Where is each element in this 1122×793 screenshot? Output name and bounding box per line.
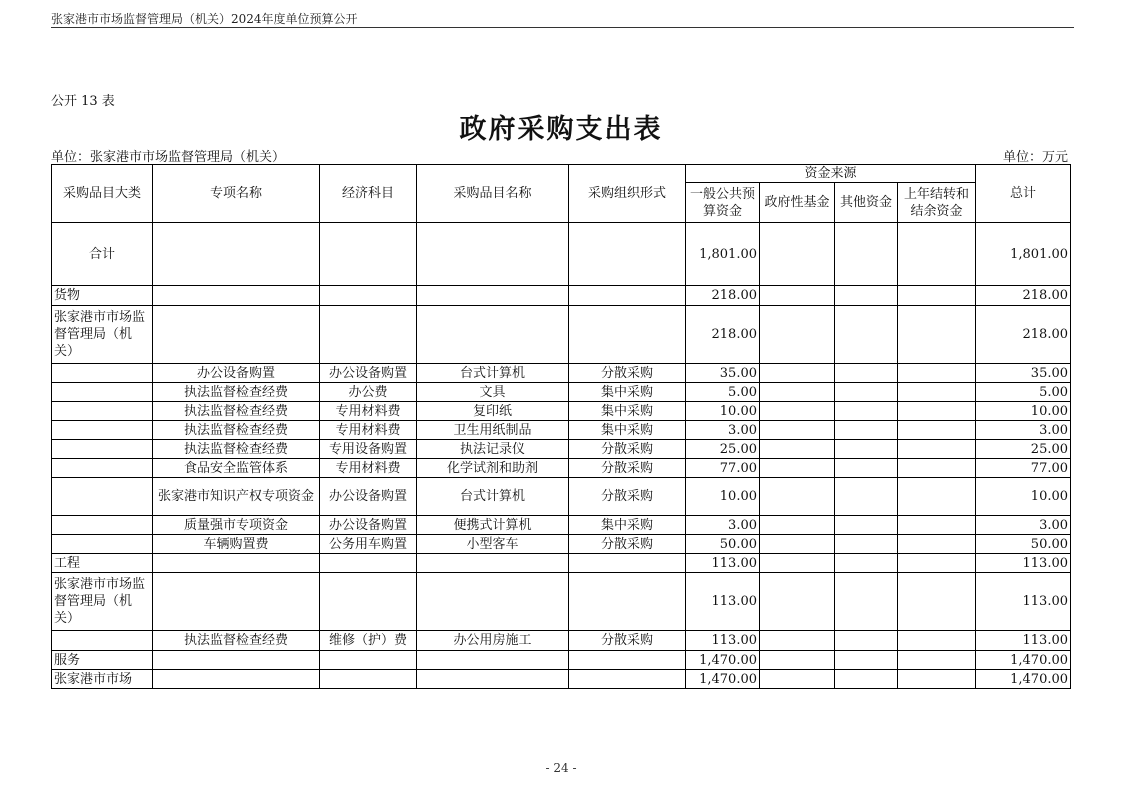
running-header: 张家港市市场监督管理局（机关）2024年度单位预算公开	[51, 12, 358, 26]
cell-item: 卫生用纸制品	[417, 421, 569, 440]
cell-general-budget: 10.00	[686, 402, 760, 421]
cell-total: 77.00	[976, 459, 1071, 478]
table-row-works-org	[52, 573, 1071, 631]
cell-project: 执法监督检查经费	[153, 631, 320, 651]
header-total: 总计	[976, 165, 1071, 223]
cell-form: 分散采购	[569, 535, 686, 554]
cell-total: 3.00	[976, 421, 1071, 440]
header-carryover: 上年结转和结余资金	[898, 183, 976, 223]
table-row-services	[52, 651, 1071, 670]
cell-general-budget: 10.00	[686, 478, 760, 516]
cell-category: 张家港市市场监督管理局（机关）	[52, 573, 153, 631]
cell-econ: 专用材料费	[320, 459, 417, 478]
cell-item: 办公用房施工	[417, 631, 569, 651]
cell-general-budget: 77.00	[686, 459, 760, 478]
table-row	[52, 440, 1071, 459]
cell-general-budget: 5.00	[686, 383, 760, 402]
header-project: 专项名称	[153, 165, 320, 223]
cell-general-budget: 1,470.00	[686, 651, 760, 670]
cell-category: 货物	[52, 286, 153, 306]
cell-general-budget: 1,470.00	[686, 670, 760, 689]
unit-currency: 单位：万元	[1002, 150, 1068, 165]
cell-item: 台式计算机	[417, 364, 569, 383]
cell-total: 1,801.00	[976, 223, 1071, 286]
table-row	[52, 478, 1071, 516]
cell-item: 小型客车	[417, 535, 569, 554]
table-row	[52, 516, 1071, 535]
table-row-goods-org	[52, 306, 1071, 364]
cell-econ: 办公设备购置	[320, 516, 417, 535]
cell-item: 便携式计算机	[417, 516, 569, 535]
cell-item: 化学试剂和助剂	[417, 459, 569, 478]
cell-project: 张家港市知识产权专项资金	[153, 478, 320, 516]
header-item: 采购品目名称	[417, 165, 569, 223]
cell-total: 50.00	[976, 535, 1071, 554]
cell-category: 张家港市市场监督管理局（机关）	[52, 306, 153, 364]
cell-item: 复印纸	[417, 402, 569, 421]
cell-total: 10.00	[976, 402, 1071, 421]
cell-category: 工程	[52, 554, 153, 573]
table-row	[52, 364, 1071, 383]
cell-econ: 维修（护）费	[320, 631, 417, 651]
cell-category: 张家港市市场	[52, 670, 153, 689]
cell-form: 分散采购	[569, 364, 686, 383]
header-econ: 经济科目	[320, 165, 417, 223]
cell-project: 车辆购置费	[153, 535, 320, 554]
table-row	[52, 421, 1071, 440]
cell-item: 台式计算机	[417, 478, 569, 516]
cell-general-budget: 113.00	[686, 554, 760, 573]
header-divider	[51, 27, 1074, 28]
unit-organization: 单位：张家港市市场监督管理局（机关）	[51, 150, 286, 165]
cell-total: 218.00	[976, 286, 1071, 306]
cell-total: 113.00	[976, 573, 1071, 631]
cell-general-budget: 218.00	[686, 286, 760, 306]
cell-total: 1,470.00	[976, 651, 1071, 670]
cell-total: 218.00	[976, 306, 1071, 364]
cell-total: 3.00	[976, 516, 1071, 535]
cell-category: 合计	[52, 223, 153, 286]
cell-project: 执法监督检查经费	[153, 440, 320, 459]
cell-total: 113.00	[976, 554, 1071, 573]
table-row-services-org	[52, 670, 1071, 689]
cell-form: 分散采购	[569, 459, 686, 478]
cell-form: 分散采购	[569, 478, 686, 516]
cell-econ: 办公设备购置	[320, 364, 417, 383]
table-row-total	[52, 223, 1071, 286]
page-title: 政府采购支出表	[459, 114, 663, 145]
cell-item: 执法记录仪	[417, 440, 569, 459]
header-form: 采购组织形式	[569, 165, 686, 223]
header-gov-fund: 政府性基金	[760, 183, 835, 223]
cell-econ: 办公设备购置	[320, 478, 417, 516]
cell-econ: 专用材料费	[320, 421, 417, 440]
cell-total: 25.00	[976, 440, 1071, 459]
table-row	[52, 631, 1071, 651]
cell-general-budget: 113.00	[686, 573, 760, 631]
cell-total: 113.00	[976, 631, 1071, 651]
cell-general-budget: 113.00	[686, 631, 760, 651]
table-row	[52, 535, 1071, 554]
cell-project: 执法监督检查经费	[153, 402, 320, 421]
procurement-table	[51, 164, 1071, 689]
header-category: 采购品目大类	[52, 165, 153, 223]
header-general-budget: 一般公共预算资金	[686, 183, 760, 223]
cell-form: 集中采购	[569, 402, 686, 421]
cell-project: 质量强市专项资金	[153, 516, 320, 535]
cell-total: 35.00	[976, 364, 1071, 383]
cell-econ: 专用材料费	[320, 402, 417, 421]
cell-project: 执法监督检查经费	[153, 421, 320, 440]
cell-econ: 专用设备购置	[320, 440, 417, 459]
header-other-fund: 其他资金	[835, 183, 898, 223]
header-funding-source: 资金来源	[686, 165, 976, 183]
table-row	[52, 402, 1071, 421]
table-row	[52, 459, 1071, 478]
page-number: - 24 -	[545, 761, 577, 775]
cell-total: 10.00	[976, 478, 1071, 516]
cell-econ: 办公费	[320, 383, 417, 402]
cell-general-budget: 50.00	[686, 535, 760, 554]
cell-total: 1,470.00	[976, 670, 1071, 689]
cell-econ: 公务用车购置	[320, 535, 417, 554]
cell-category: 服务	[52, 651, 153, 670]
cell-project: 执法监督检查经费	[153, 383, 320, 402]
cell-form: 集中采购	[569, 516, 686, 535]
cell-form: 集中采购	[569, 421, 686, 440]
cell-general-budget: 3.00	[686, 421, 760, 440]
cell-project: 食品安全监管体系	[153, 459, 320, 478]
cell-item: 文具	[417, 383, 569, 402]
cell-form: 集中采购	[569, 383, 686, 402]
cell-project: 办公设备购置	[153, 364, 320, 383]
cell-general-budget: 25.00	[686, 440, 760, 459]
cell-general-budget: 35.00	[686, 364, 760, 383]
cell-general-budget: 3.00	[686, 516, 760, 535]
cell-form: 分散采购	[569, 440, 686, 459]
cell-form: 分散采购	[569, 631, 686, 651]
table-row	[52, 383, 1071, 402]
cell-general-budget: 218.00	[686, 306, 760, 364]
table-row-goods	[52, 286, 1071, 306]
table-row-works	[52, 554, 1071, 573]
cell-total: 5.00	[976, 383, 1071, 402]
table-number: 公开 13 表	[51, 94, 115, 109]
cell-general-budget: 1,801.00	[686, 223, 760, 286]
